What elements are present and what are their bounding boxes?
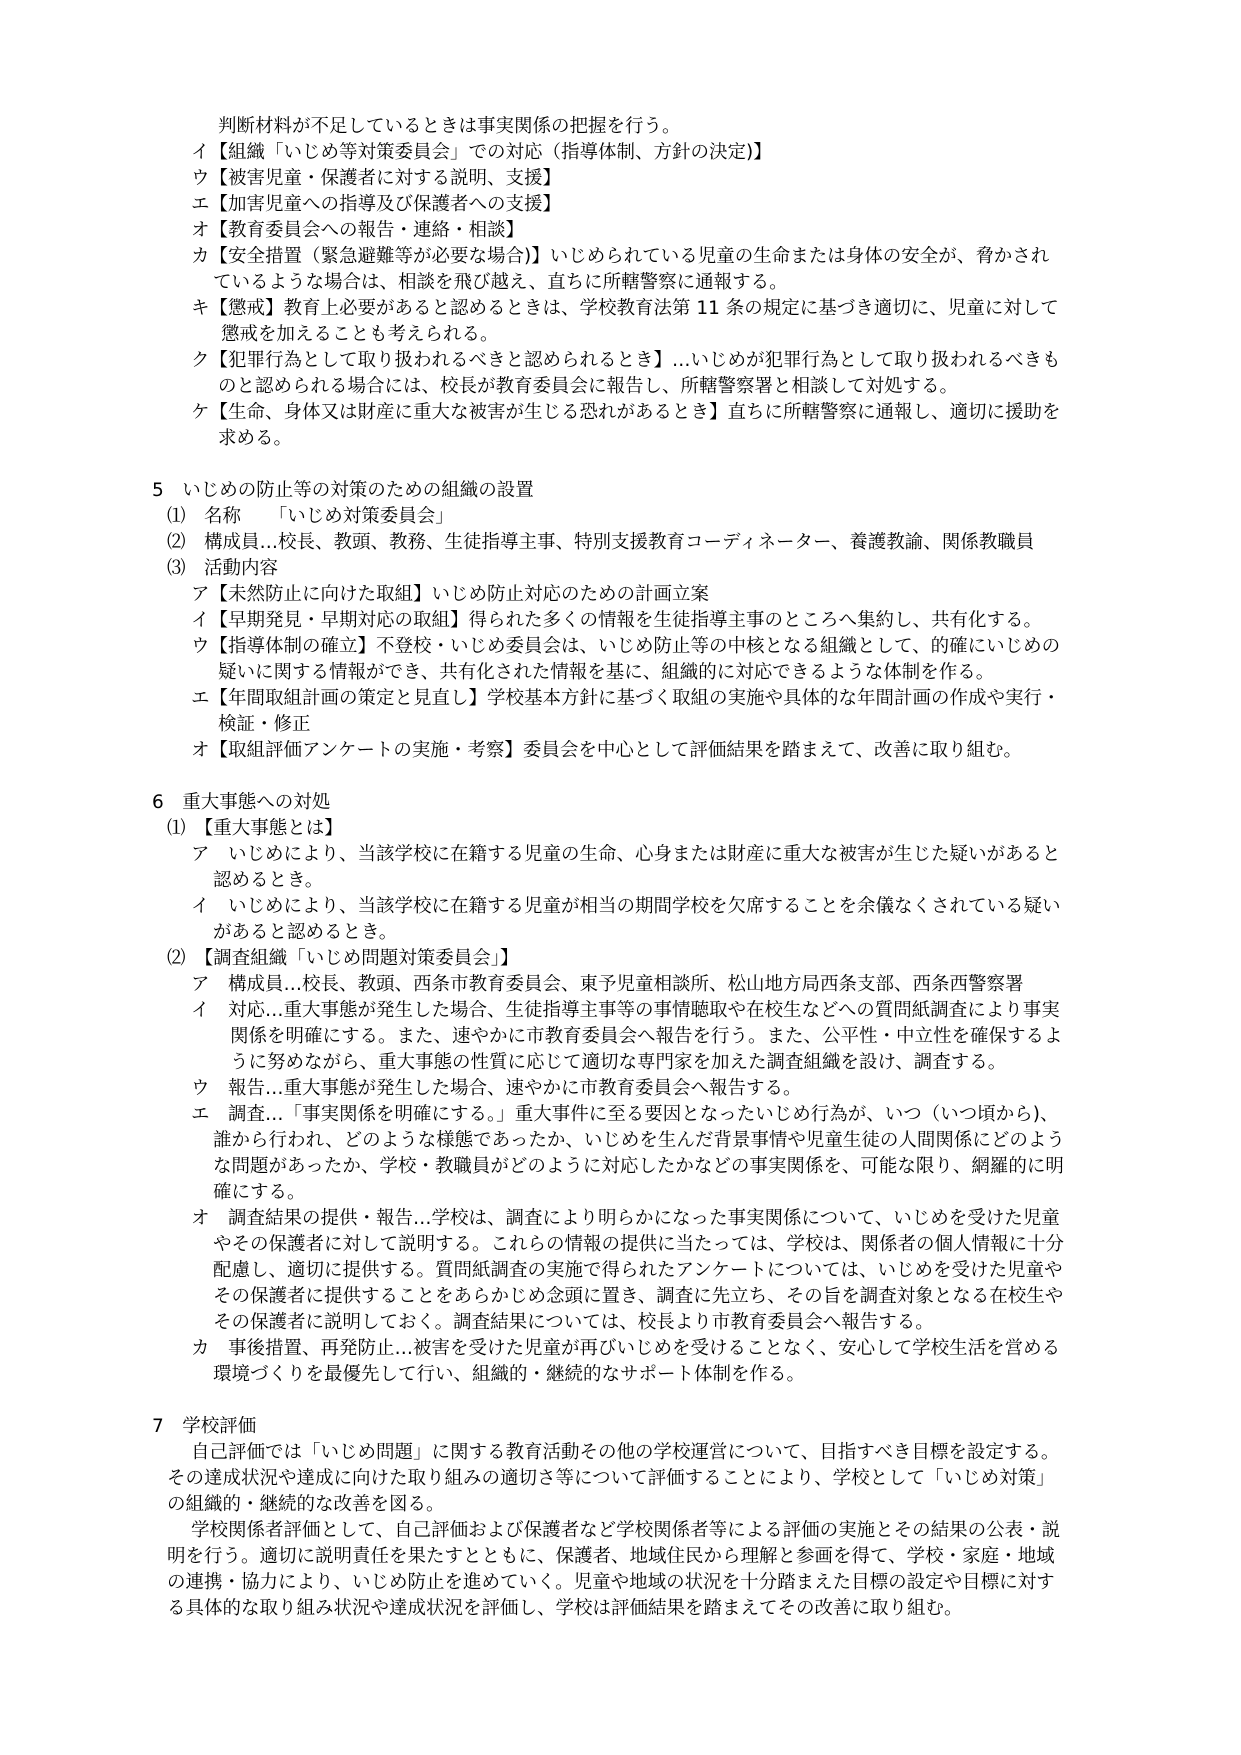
text-line: があると認めるとき。 xyxy=(213,922,398,943)
text-line: 確にする。 xyxy=(213,1182,306,1203)
section-heading: 7 学校評価 xyxy=(152,1416,257,1437)
text-line: な問題があったか、学校・教職員がどのように対応したかなどの事実関係を、可能な限り、網羅的に明 xyxy=(213,1156,1064,1177)
paragraph-line: 明を行う。適切に説明責任を果たすとともに、保護者、地域住民から理解と参画を得て、学校・家庭・地域 xyxy=(167,1546,1055,1567)
list-item-heading: エ【加害児童への指導及び保護者への支援】 xyxy=(191,194,562,215)
list-item-heading: イ【組織「いじめ等対策委員会」での対応（指導体制、方針の決定)】 xyxy=(191,142,772,163)
section-heading: 6 重大事態への対処 xyxy=(152,792,331,813)
text-line: 懲戒を加えることも考えられる。 xyxy=(221,324,499,345)
text-line: 疑いに関する情報ができ、共有化された情報を基に、組織的に対応できるような体制を作る。 xyxy=(218,662,995,683)
text-line: 配慮し、適切に提供する。質問紙調査の実施で得られたアンケートについては、いじめを受けた児童や xyxy=(213,1260,1063,1281)
list-item-heading: イ【早期発見・早期対応の取組】得られた多くの情報を生徒指導主事のところへ集約し、共有化する。 xyxy=(191,610,1043,631)
list-item-heading: ア【未然防止に向けた取組】いじめ防止対応のための計画立案 xyxy=(191,584,710,605)
subsection-heading: ⑵ 構成員…校長、教頭、教務、生徒指導主事、特別支援教育コーディネーター、養護教諭、関係教職員 xyxy=(167,532,1035,553)
paragraph-line: その達成状況や達成に向けた取り組みの適切さ等について評価することにより、学校として「いじめ対策」 xyxy=(167,1468,1055,1489)
text-line: ているような場合は、相談を飛び越え、直ちに所轄警察に通報する。 xyxy=(213,272,788,293)
list-item-heading: オ【教育委員会への報告・連絡・相談】 xyxy=(191,220,525,241)
list-item-heading: キ【懲戒】教育上必要があると認めるときは、学校教育法第 11 条の規定に基づき適切に、児童に対して xyxy=(191,298,1059,319)
paragraph-line: る具体的な取り組み状況や達成状況を評価し、学校は評価結果を踏まえてその改善に取り組む。 xyxy=(167,1598,963,1619)
subsection-heading: ⑴ 【重大事態とは】 xyxy=(167,818,343,839)
paragraph-line: 自己評価では「いじめ問題」に関する教育活動その他の学校運営について、目指すべき目標を設定する。 xyxy=(191,1442,1060,1463)
text-line: 誰から行われ、どのような様態であったか、いじめを生んだ背景事情や児童生徒の人間関係にどのよう xyxy=(213,1130,1065,1151)
list-item-heading: ケ【生命、身体又は財産に重大な被害が生じる恐れがあるとき】直ちに所轄警察に通報し、適切に援助を xyxy=(191,402,1061,423)
list-item-heading: ウ【指導体制の確立】不登校・いじめ委員会は、いじめ防止等の中核となる組織として、的確にいじめの xyxy=(191,636,1061,657)
list-item-heading: ア いじめにより、当該学校に在籍する児童の生命、心身または財産に重大な被害が生じた疑いがあると xyxy=(191,844,1061,865)
text-line: 検証・修正 xyxy=(218,714,311,735)
paragraph-line: の組織的・継続的な改善を図る。 xyxy=(167,1494,445,1515)
text-line: 求める。 xyxy=(218,428,293,449)
subsection-heading: ⑶ 活動内容 xyxy=(167,558,279,579)
list-item-heading: オ 調査結果の提供・報告…学校は、調査により明らかになった事実関係について、いじめを受けた児童 xyxy=(191,1208,1060,1229)
list-item-heading: ク【犯罪行為として取り扱われるべきと認められるとき】…いじめが犯罪行為として取り扱われるべきも xyxy=(191,350,1061,371)
text-line: 認めるとき。 xyxy=(213,870,324,891)
text-line: その保護者に提供することをあらかじめ念頭に置き、調査に先立ち、その旨を調査対象となる在校生や xyxy=(213,1286,1064,1307)
list-item-heading: エ 調査…「事実関係を明確にする。」重大事件に至る要因となったいじめ行為が、いつ（いつ頃から)、 xyxy=(191,1104,1059,1125)
text-line: 環境づくりを最優先して行い、組織的・継続的なサポート体制を作る。 xyxy=(213,1364,806,1385)
list-item-heading: カ 事後措置、再発防止…被害を受けた児童が再びいじめを受けることなく、安心して学校生活を営める xyxy=(191,1338,1061,1359)
list-item-heading: イ 対応…重大事態が発生した場合、生徒指導主事等の事情聴取や在校生などへの質問紙調査により事実 xyxy=(191,1000,1060,1021)
subsection-heading: ⑵ 【調査組織「いじめ問題対策委員会」】 xyxy=(167,948,519,969)
list-item-heading: ウ 報告…重大事態が発生した場合、速やかに市教育委員会へ報告する。 xyxy=(191,1078,802,1099)
list-item-heading: エ【年間取組計画の策定と見直し】学校基本方針に基づく取組の実施や具体的な年間計画の作成や実行・ xyxy=(191,688,1061,709)
subsection-heading: ⑴ 名称 「いじめ対策委員会」 xyxy=(167,506,454,527)
text-line: その保護者に説明しておく。調査結果については、校長より市教育委員会へ報告する。 xyxy=(213,1312,934,1333)
list-item-heading: ウ【被害児童・保護者に対する説明、支援】 xyxy=(191,168,562,189)
section-heading: 5 いじめの防止等の対策のための組織の設置 xyxy=(152,480,534,501)
paragraph-line: の連携・協力により、いじめ防止を進めていく。児童や地域の状況を十分踏まえた目標の設定や目標に対す xyxy=(167,1572,1055,1593)
text-line: 判断材料が不足しているときは事実関係の把握を行う。 xyxy=(218,116,681,137)
text-line: やその保護者に対して説明する。これらの情報の提供に当たっては、学校は、関係者の個人情報に十分 xyxy=(213,1234,1065,1255)
text-line: うに努めながら、重大事態の性質に応じて適切な専門家を加えた調査組織を設け、調査する。 xyxy=(230,1052,1007,1073)
list-item-heading: イ いじめにより、当該学校に在籍する児童が相当の期間学校を欠席することを余儀なくされている疑い xyxy=(191,896,1061,917)
text-line: のと認められる場合には、校長が教育委員会に報告し、所轄警察署と相談して対処する。 xyxy=(218,376,959,397)
paragraph-line: 学校関係者評価として、自己評価および保護者など学校関係者等による評価の実施とその結果の公表・説 xyxy=(191,1520,1061,1541)
list-item-heading: オ【取組評価アンケートの実施・考察】委員会を中心として評価結果を踏まえて、改善に取り組む。 xyxy=(191,740,1023,761)
list-item-heading: カ【安全措置（緊急避難等が必要な場合)】いじめられている児童の生命または身体の安全が、脅かされ xyxy=(191,246,1050,267)
list-item-heading: ア 構成員…校長、教頭、西条市教育委員会、東予児童相談所、松山地方局西条支部、西条西警察署 xyxy=(191,974,1024,995)
text-line: 関係を明確にする。また、速やかに市教育委員会へ報告を行う。また、公平性・中立性を確保するよ xyxy=(230,1026,1063,1047)
